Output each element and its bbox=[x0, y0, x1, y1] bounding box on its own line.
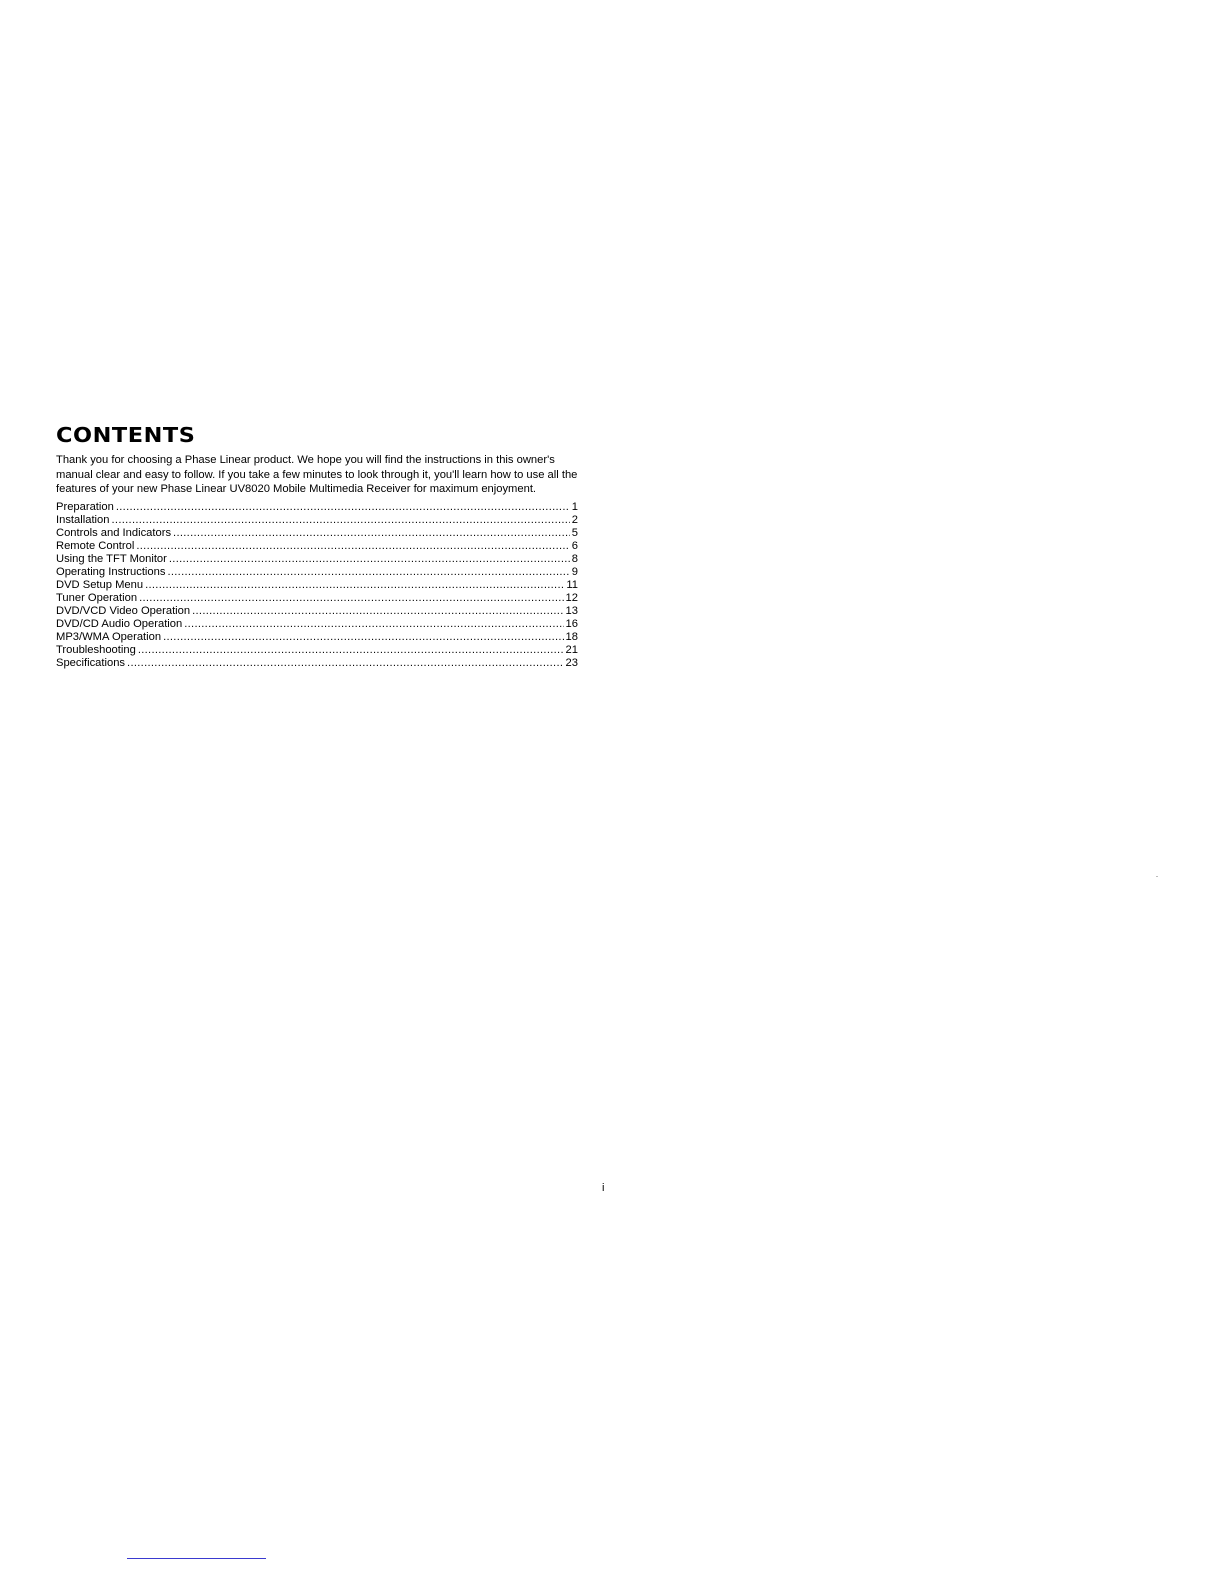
toc-title: DVD/VCD Video Operation bbox=[56, 604, 191, 617]
toc-page-number: 11 bbox=[566, 578, 578, 591]
toc-title: Tuner Operation bbox=[56, 591, 138, 604]
toc-entry-using-the-tft-monitor bbox=[56, 553, 578, 566]
toc-entry-controls-and-indicators bbox=[56, 527, 578, 540]
toc-title: Using the TFT Monitor bbox=[56, 552, 167, 565]
toc-entry-preparation bbox=[56, 501, 578, 514]
toc-title: Specifications bbox=[56, 656, 126, 669]
toc-entry-mp3-wma-operation bbox=[56, 631, 578, 644]
toc-leader-dots bbox=[116, 501, 570, 514]
toc-page-number: 12 bbox=[565, 591, 578, 604]
toc-page-number: 18 bbox=[565, 630, 578, 643]
toc-leader-dots bbox=[145, 579, 564, 592]
toc-title: Troubleshooting bbox=[56, 643, 136, 656]
toc-title: Operating Instructions bbox=[56, 565, 166, 578]
toc-title: Controls and Indicators bbox=[56, 526, 172, 539]
scan-speck bbox=[1156, 876, 1158, 877]
toc-leader-dots bbox=[163, 631, 563, 644]
toc-leader-dots bbox=[112, 514, 570, 527]
toc-title: Installation bbox=[56, 513, 110, 526]
toc-entry-installation bbox=[56, 514, 578, 527]
toc-page-number: 2 bbox=[571, 513, 578, 526]
toc-title: DVD/CD Audio Operation bbox=[56, 617, 183, 630]
toc-entry-remote-control bbox=[56, 540, 578, 553]
toc-entry-dvd-cd-audio-operation bbox=[56, 618, 578, 631]
toc-page-number: 5 bbox=[571, 526, 578, 539]
toc-leader-dots bbox=[169, 553, 570, 566]
toc-page-number: 21 bbox=[565, 643, 578, 656]
toc-leader-dots bbox=[184, 618, 563, 631]
toc-entry-tuner-operation bbox=[56, 592, 578, 605]
toc-entry-dvd-vcd-video-operation bbox=[56, 605, 578, 618]
toc-title: Preparation bbox=[56, 500, 114, 513]
toc-title: MP3/WMA Operation bbox=[56, 630, 162, 643]
contents-section bbox=[56, 424, 586, 670]
toc-leader-dots bbox=[136, 540, 569, 553]
footer-rule bbox=[127, 1558, 266, 1559]
toc-leader-dots bbox=[167, 566, 569, 579]
toc-entry-troubleshooting bbox=[56, 644, 578, 657]
toc-entry-specifications bbox=[56, 657, 578, 670]
toc-entry-dvd-setup-menu bbox=[56, 579, 578, 592]
toc-leader-dots bbox=[173, 527, 570, 540]
toc-page-number: 8 bbox=[571, 552, 578, 565]
toc-leader-dots bbox=[138, 644, 564, 657]
page-number: i bbox=[602, 1182, 605, 1194]
toc-page-number: 6 bbox=[571, 539, 578, 552]
toc-entry-operating-instructions bbox=[56, 566, 578, 579]
toc-title: Remote Control bbox=[56, 539, 135, 552]
table-of-contents bbox=[56, 501, 578, 670]
toc-page-number: 1 bbox=[571, 500, 578, 513]
toc-title: DVD Setup Menu bbox=[56, 578, 144, 591]
toc-page-number: 16 bbox=[565, 617, 578, 630]
toc-page-number: 9 bbox=[571, 565, 578, 578]
toc-page-number: 13 bbox=[565, 604, 578, 617]
page-title: CONTENTS bbox=[56, 423, 196, 447]
toc-leader-dots bbox=[192, 605, 563, 618]
toc-page-number: 23 bbox=[565, 656, 578, 669]
toc-leader-dots bbox=[127, 657, 564, 670]
intro-paragraph: Thank you for choosing a Phase Linear product. We hope you will find the instructions in this owner's manual clear and easy to follow. If you take a few minutes to look through it, you'll learn how to use all the features of your new Phase Linear UV8020 Mobile Multimedia Receiver for maximum enjoyment. bbox=[56, 454, 578, 496]
toc-leader-dots bbox=[139, 592, 563, 605]
